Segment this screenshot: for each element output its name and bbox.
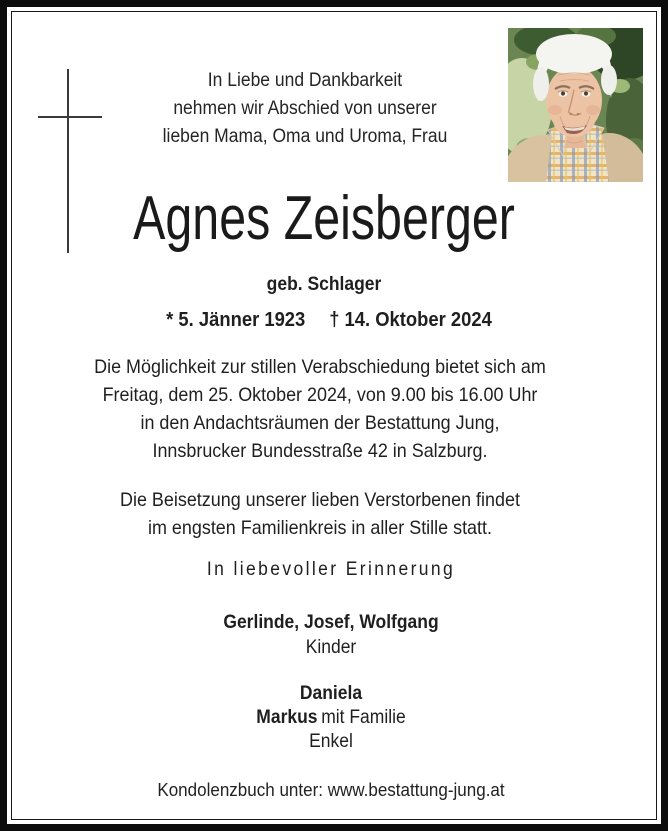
- grandchild-1-name: Daniela: [299, 683, 363, 704]
- farewell-line-2: Freitag, dem 25. Oktober 2024, von 9.00 bis 16.00 Uhr: [102, 384, 538, 406]
- farewell-paragraph: [35, 353, 605, 465]
- grandchild-2-line: [39, 706, 622, 730]
- remembrance-text: In liebevoller Erinnerung: [206, 559, 456, 580]
- intro-line-3: lieben Mama, Oma und Uroma, Frau: [162, 126, 448, 147]
- grandchild-2-name: Markus: [256, 707, 318, 728]
- grandchild-2-suffix: mit Familie: [321, 707, 406, 728]
- farewell-line-1: Die Möglichkeit zur stillen Verabschiedung bietet sich am: [94, 356, 546, 378]
- burial-line-1: Die Beisetzung unserer lieben Verstorbenen findet: [120, 489, 520, 511]
- maiden-name: geb. Schlager: [266, 274, 382, 295]
- intro-line-2: nehmen wir Abschied von unserer: [173, 98, 437, 119]
- condolence-footer: Kondolenzbuch unter: www.bestattung-jung.at: [157, 779, 505, 800]
- mourners-children: [39, 610, 622, 660]
- farewell-line-4: Innsbrucker Bundesstraße 42 in Salzburg.: [152, 440, 488, 462]
- mourners-grandchildren: [39, 682, 622, 754]
- deceased-name: [14, 186, 634, 252]
- burial-paragraph: [35, 486, 605, 542]
- deceased-name-text: Agnes Zeisberger: [133, 184, 515, 253]
- birth-date: * 5. Jänner 1923: [166, 309, 306, 331]
- children-names: Gerlinde, Josef, Wolfgang: [223, 612, 439, 633]
- death-date: † 14. Oktober 2024: [329, 309, 492, 331]
- farewell-line-3: in den Andachtsräumen der Bestattung Jung,: [140, 412, 500, 434]
- grandchildren-relation: Enkel: [309, 731, 353, 752]
- burial-line-2: im engsten Familienkreis in aller Stille statt.: [148, 517, 492, 539]
- children-relation: Kinder: [305, 637, 357, 658]
- intro-line-1: In Liebe und Dankbarkeit: [207, 70, 403, 91]
- intro-text: [61, 67, 549, 151]
- life-dates: [39, 308, 619, 333]
